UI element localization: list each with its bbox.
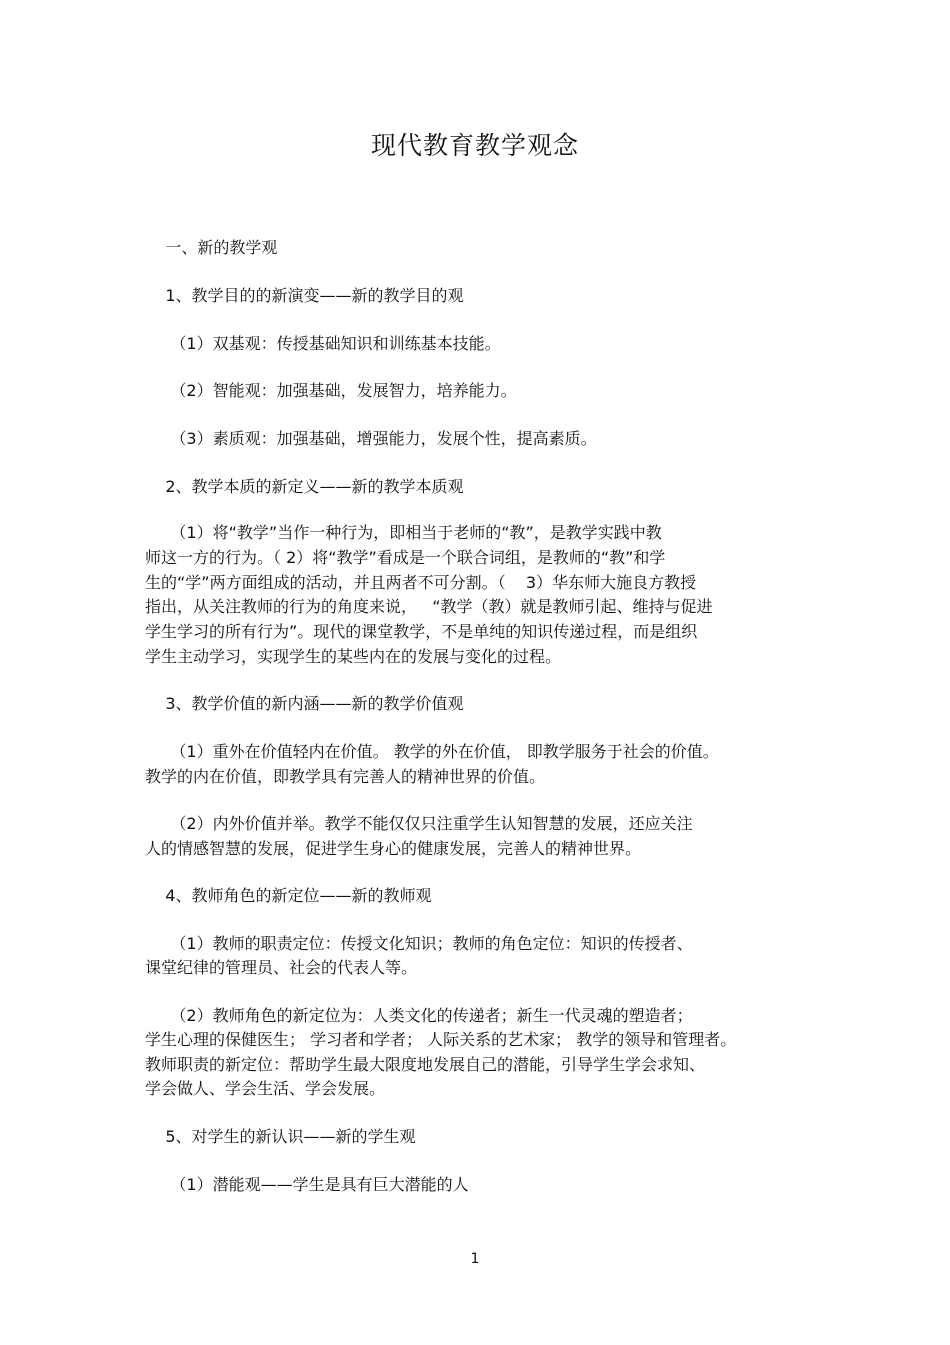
subsection-heading-5: 5、对学生的新认识——新的学生观	[145, 1127, 416, 1146]
list-item: （3）素质观：加强基础，增强能力，发展个性，提高素质。	[145, 429, 597, 448]
paragraph-line: 指出，从关注教师的行为的角度来说， “教学（教）就是教师引起、维持与促进	[145, 597, 713, 616]
paragraph-line: 人的情感智慧的发展，促进学生身心的健康发展，完善人的精神世界。	[145, 839, 642, 858]
paragraph-line: （2）教师角色的新定位为：人类文化的传递者；新生一代灵魂的塑造者；	[145, 1006, 693, 1025]
paragraph-line: 课堂纪律的管理员、社会的代表人等。	[145, 958, 418, 977]
paragraph-line: （1）将“教学”当作一种行为，即相当于老师的“教”，是教学实践中教	[145, 523, 662, 542]
paragraph-line: （2）内外价值并举。教学不能仅仅只注重学生认知智慧的发展，还应关注	[145, 814, 693, 833]
subsection-heading-2: 2、教学本质的新定义——新的教学本质观	[145, 477, 464, 496]
subsection-heading-3: 3、教学价值的新内涵——新的教学价值观	[145, 694, 464, 713]
section-heading-1: 一、新的教学观	[145, 238, 278, 257]
paragraph-line: 生的“学”两方面组成的活动，并且两者不可分割。（ 3）华东师大施良方教授	[145, 573, 697, 592]
document-title: 现代教育教学观念	[370, 131, 579, 160]
paragraph-line: 学生学习的所有行为”。现代的课堂教学，不是单纯的知识传递过程，而是组织	[145, 622, 698, 641]
paragraph-line: 学生主动学习，实现学生的某些内在的发展与变化的过程。	[145, 647, 562, 666]
paragraph-line: （1）教师的职责定位：传授文化知识；教师的角色定位：知识的传授者、	[145, 934, 693, 953]
paragraph-line: 教师职责的新定位：帮助学生最大限度地发展自己的潜能，引导学生学会求知、	[145, 1055, 706, 1074]
list-item: （1）潜能观——学生是具有巨大潜能的人	[145, 1175, 469, 1194]
subsection-heading-4: 4、教师角色的新定位——新的教师观	[145, 886, 432, 905]
paragraph-line: （1）重外在价值轻内在价值。 教学的外在价值， 即教学服务于社会的价值。	[145, 742, 719, 761]
paragraph-line: 师这一方的行为。（ 2）将“教学”看成是一个联合词组，是教师的“教”和学	[145, 548, 666, 567]
list-item: （2）智能观：加强基础，发展智力，培养能力。	[145, 381, 517, 400]
paragraph-line: 学生心理的保健医生； 学习者和学者； 人际关系的艺术家； 教学的领导和管理者。	[145, 1030, 737, 1049]
subsection-heading-1: 1、教学目的的新演变——新的教学目的观	[145, 286, 464, 305]
paragraph-line: 学会做人、学会生活、学会发展。	[145, 1079, 386, 1098]
page-number: 1	[470, 1251, 480, 1267]
list-item: （1）双基观：传授基础知识和训练基本技能。	[145, 334, 501, 353]
paragraph-line: 教学的内在价值，即教学具有完善人的精神世界的价值。	[145, 767, 546, 786]
